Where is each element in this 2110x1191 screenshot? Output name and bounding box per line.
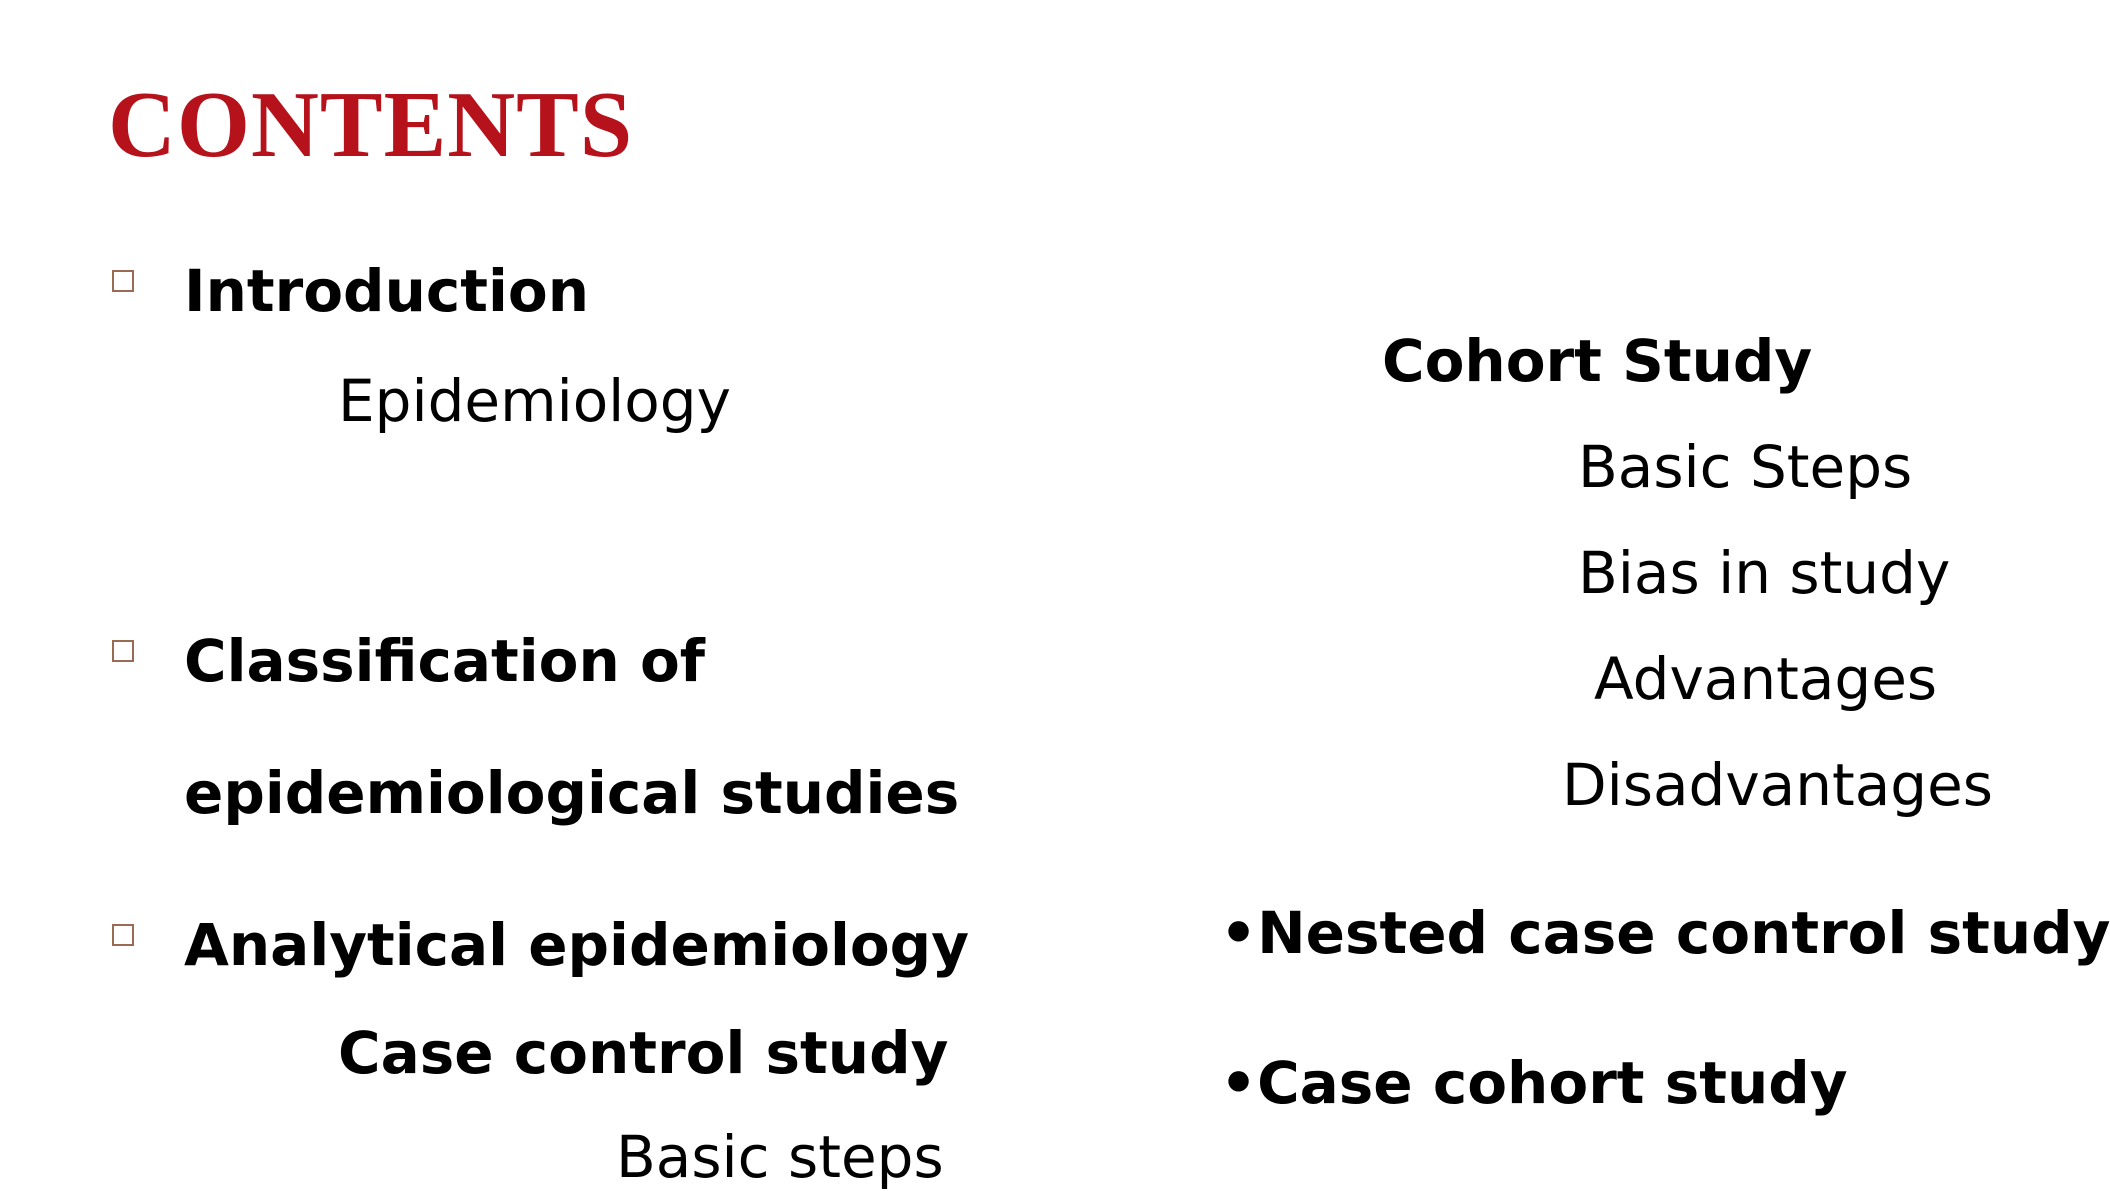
cohort-item-basic-steps: Basic Steps xyxy=(1578,433,1913,501)
case-cohort-label: Case cohort study xyxy=(1257,1049,1848,1117)
case-control-study-item: Case control study xyxy=(338,1019,949,1087)
bullet-dot-icon: • xyxy=(1220,1049,1258,1117)
cohort-item-advantages: Advantages xyxy=(1594,645,1938,713)
cohort-item-bias: Bias in study xyxy=(1578,539,1951,607)
square-bullet-icon xyxy=(112,640,134,662)
epidemiology-item: Epidemiology xyxy=(338,367,731,435)
square-bullet-icon xyxy=(112,270,134,292)
slide-title: CONTENTS xyxy=(108,73,634,177)
nested-case-control-bullet xyxy=(1220,899,2110,967)
classification-heading-line1: Classification of xyxy=(184,627,706,695)
cohort-study-heading: Cohort Study xyxy=(1382,327,1813,395)
cohort-item-disadvantages: Disadvantages xyxy=(1562,751,1993,819)
square-bullet-icon xyxy=(112,924,134,946)
introduction-heading: Introduction xyxy=(184,257,589,325)
basic-steps-partial-item: Basic steps xyxy=(616,1123,944,1191)
analytical-heading: Analytical epidemiology xyxy=(184,911,970,979)
classification-heading-line2: epidemiological studies xyxy=(184,759,960,827)
case-cohort-bullet xyxy=(1220,1049,1848,1117)
nested-case-control-label: Nested case control study xyxy=(1257,899,2110,967)
bullet-dot-icon: • xyxy=(1220,899,1258,967)
